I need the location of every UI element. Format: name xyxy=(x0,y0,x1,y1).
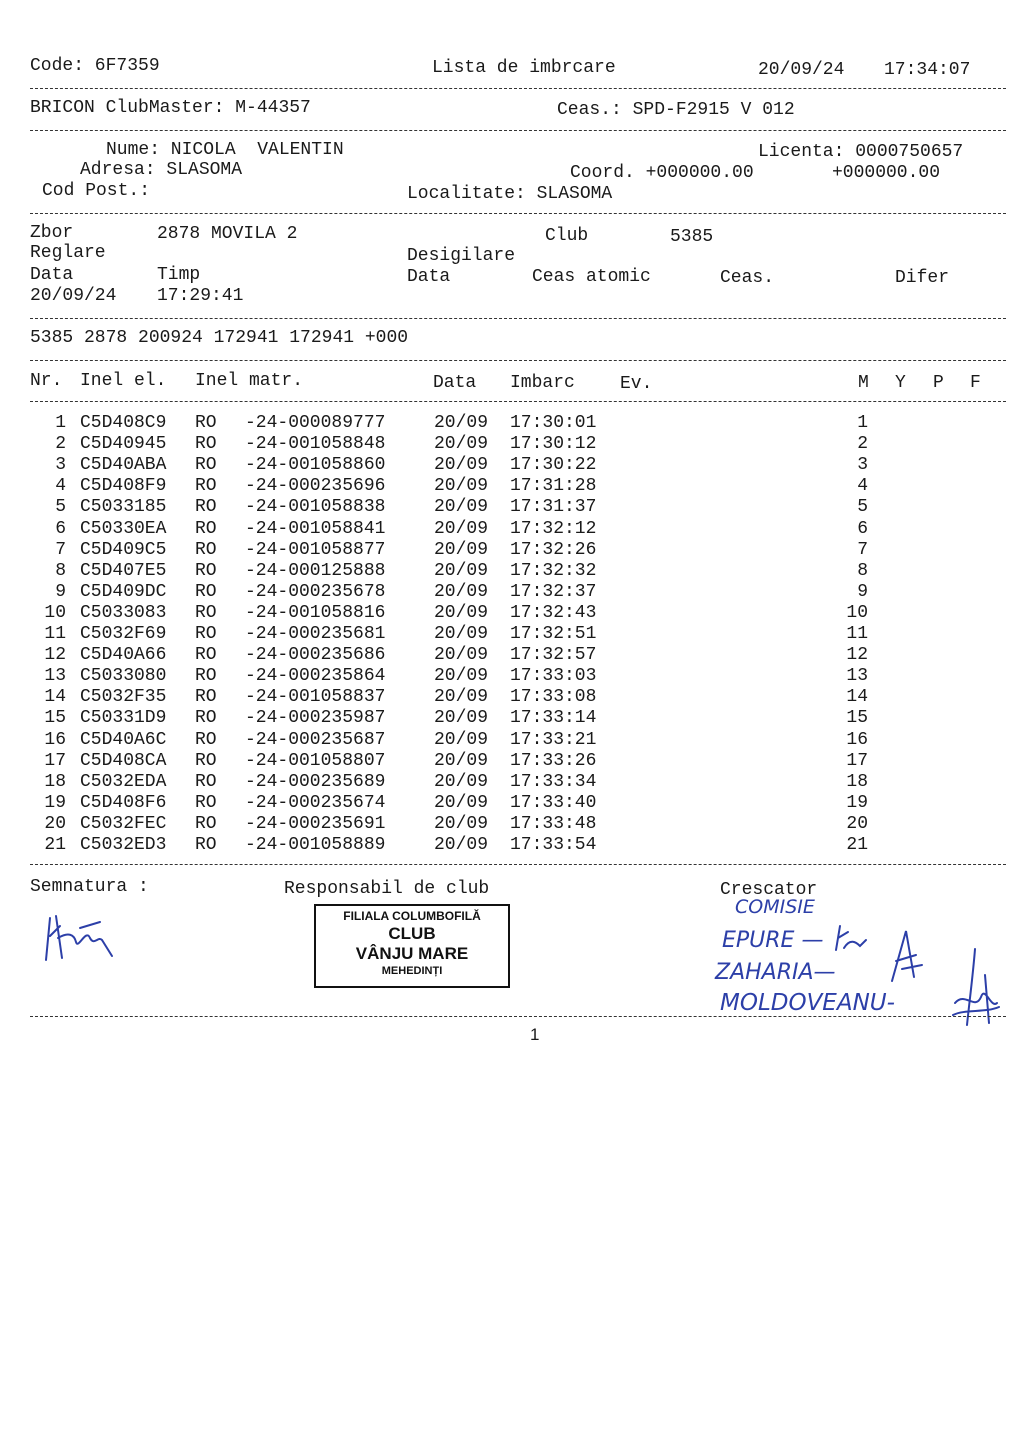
cell-country: RO xyxy=(195,602,217,623)
hand-moldoveanu: MOLDOVEANU- xyxy=(720,990,895,1016)
cell-m: 9 xyxy=(857,581,868,602)
cell-nr: 15 xyxy=(44,708,66,729)
cell-country: RO xyxy=(195,560,217,581)
cell-matr: -24-001058838 xyxy=(245,497,386,518)
cell-m: 14 xyxy=(846,687,868,708)
cell-nr: 12 xyxy=(44,645,66,666)
cell-m: 21 xyxy=(846,835,868,855)
cell-time: 17:32:57 xyxy=(510,645,597,666)
cell-matr: -24-000235687 xyxy=(245,729,386,750)
cell-nr: 10 xyxy=(44,602,66,623)
divider xyxy=(30,401,1006,402)
table-row xyxy=(0,540,1024,561)
cell-ring: C50331D9 xyxy=(80,708,167,729)
signature-epure-icon xyxy=(830,920,870,954)
cell-country: RO xyxy=(195,476,217,497)
cell-matr: -24-000235686 xyxy=(245,645,386,666)
cell-nr: 1 xyxy=(55,413,66,433)
col-inel-matr: Inel matr. xyxy=(195,371,304,391)
cell-ring: C5033080 xyxy=(80,666,167,687)
cell-matr: -24-001058837 xyxy=(245,687,386,708)
cell-country: RO xyxy=(195,792,217,813)
cell-matr: -24-001058848 xyxy=(245,434,386,455)
club-value: 5385 xyxy=(670,227,714,247)
cell-ring: C5032FEC xyxy=(80,813,167,834)
cell-m: 6 xyxy=(857,518,868,539)
cell-matr: -24-000235696 xyxy=(245,476,386,497)
cell-nr: 4 xyxy=(55,476,66,497)
stamp-line-3: VÂNJU MARE xyxy=(355,944,469,963)
stamp-line-2: CLUB xyxy=(388,924,436,943)
cell-m: 11 xyxy=(846,624,868,644)
col-y: Y xyxy=(895,373,906,393)
cell-country: RO xyxy=(195,750,217,771)
cell-country: RO xyxy=(195,729,217,750)
cell-ring: C5D408CA xyxy=(80,750,167,771)
cell-matr: -24-000235681 xyxy=(245,624,386,644)
table-row xyxy=(0,624,1024,645)
table-row xyxy=(0,793,1024,814)
cell-nr: 3 xyxy=(55,455,66,476)
cell-ring: C5D408F9 xyxy=(80,476,167,497)
clock-id: Ceas.: SPD-F2915 V 012 xyxy=(557,100,795,120)
cell-date: 20/09 xyxy=(434,413,489,433)
cell-date: 20/09 xyxy=(434,750,489,771)
col-f: F xyxy=(970,373,981,393)
cell-ring: C5032F69 xyxy=(80,624,167,644)
cell-date: 20/09 xyxy=(434,792,489,813)
cell-ring: C5D40A6C xyxy=(80,729,167,750)
hand-comisie: COMISIE xyxy=(735,896,815,918)
table-row xyxy=(0,814,1024,835)
cell-m: 1 xyxy=(857,413,868,433)
cell-date: 20/09 xyxy=(434,497,489,518)
cell-country: RO xyxy=(195,645,217,666)
semnatura-label: Semnatura : xyxy=(30,877,149,897)
cell-matr: -24-001058807 xyxy=(245,750,386,771)
cell-time: 17:32:32 xyxy=(510,560,597,581)
set-date: 20/09/24 xyxy=(30,286,117,306)
cell-m: 4 xyxy=(857,476,868,497)
table-row xyxy=(0,751,1024,772)
reglare-label: Reglare xyxy=(30,243,106,263)
cell-time: 17:32:26 xyxy=(510,539,597,560)
system-id: BRICON ClubMaster: M-44357 xyxy=(30,98,311,118)
cell-time: 17:32:37 xyxy=(510,581,597,602)
cell-ring: C5D409DC xyxy=(80,581,167,602)
crescator-label: Crescator xyxy=(720,880,818,900)
document-title: Lista de imbrcare xyxy=(432,58,616,78)
cell-time: 17:33:40 xyxy=(510,792,597,813)
cell-time: 17:32:51 xyxy=(510,624,597,644)
col-nr: Nr. xyxy=(30,371,63,391)
hand-zaharia: ZAHARIA— xyxy=(715,960,836,985)
cell-ring: C5032ED3 xyxy=(80,835,167,855)
hand-epure: EPURE — xyxy=(722,928,824,953)
stamp-line-1: FILIALA COLUMBOFILĂ xyxy=(343,909,481,923)
cell-ring: C5033185 xyxy=(80,497,167,518)
print-time: 17:34:07 xyxy=(884,60,971,80)
cell-m: 3 xyxy=(857,455,868,476)
cell-m: 2 xyxy=(857,434,868,455)
owner-postal: Cod Post.: xyxy=(42,181,151,201)
cell-nr: 18 xyxy=(44,771,66,792)
cell-ring: C5D408C9 xyxy=(80,413,167,433)
cell-time: 17:33:26 xyxy=(510,750,597,771)
cell-country: RO xyxy=(195,434,217,455)
signature-moldoveanu-icon xyxy=(945,945,1005,1030)
cell-country: RO xyxy=(195,455,217,476)
cell-nr: 17 xyxy=(44,750,66,771)
cell-m: 12 xyxy=(846,645,868,666)
divider xyxy=(30,130,1006,131)
club-label: Club xyxy=(545,226,589,246)
owner-license: Licenta: 0000750657 xyxy=(758,142,964,162)
cell-matr: -24-000235678 xyxy=(245,581,386,602)
cell-time: 17:33:08 xyxy=(510,687,597,708)
cell-country: RO xyxy=(195,771,217,792)
table-row xyxy=(0,708,1024,729)
divider xyxy=(30,88,1006,89)
table-row xyxy=(0,476,1024,497)
cell-time: 17:32:12 xyxy=(510,518,597,539)
cell-matr: -24-001058889 xyxy=(245,835,386,855)
cell-nr: 16 xyxy=(44,729,66,750)
signature-zaharia-icon xyxy=(882,925,932,985)
cell-date: 20/09 xyxy=(434,539,489,560)
desigilare-data-label: Data xyxy=(407,267,451,287)
cell-ring: C5033083 xyxy=(80,602,167,623)
owner-coord: Coord. +000000.00 xyxy=(570,163,754,183)
zbor-value: 2878 MOVILA 2 xyxy=(157,224,298,244)
owner-address: Adresa: SLASOMA xyxy=(80,160,243,180)
divider xyxy=(30,864,1006,865)
cell-matr: -24-000235691 xyxy=(245,813,386,834)
cell-matr: -24-000235864 xyxy=(245,666,386,687)
cell-matr: -24-000235987 xyxy=(245,708,386,729)
cell-ring: C5032F35 xyxy=(80,687,167,708)
cell-matr: -24-000235674 xyxy=(245,792,386,813)
cell-time: 17:33:34 xyxy=(510,771,597,792)
cell-date: 20/09 xyxy=(434,560,489,581)
table-row xyxy=(0,561,1024,582)
signature-icon xyxy=(40,908,120,968)
cell-date: 20/09 xyxy=(434,581,489,602)
cell-date: 20/09 xyxy=(434,771,489,792)
cell-date: 20/09 xyxy=(434,687,489,708)
page-number: 1 xyxy=(530,1025,540,1044)
cell-date: 20/09 xyxy=(434,666,489,687)
data-label: Data xyxy=(30,265,74,285)
table-row xyxy=(0,772,1024,793)
table-row xyxy=(0,413,1024,434)
cell-m: 15 xyxy=(846,708,868,729)
cell-nr: 8 xyxy=(55,560,66,581)
divider xyxy=(30,1016,1006,1017)
cell-country: RO xyxy=(195,518,217,539)
table-row xyxy=(0,835,1024,856)
cell-date: 20/09 xyxy=(434,645,489,666)
cell-ring: C5D409C5 xyxy=(80,539,167,560)
cell-date: 20/09 xyxy=(434,434,489,455)
cell-time: 17:33:03 xyxy=(510,666,597,687)
cell-ring: C5D407E5 xyxy=(80,560,167,581)
cell-country: RO xyxy=(195,708,217,729)
cell-time: 17:31:37 xyxy=(510,497,597,518)
cell-matr: -24-001058816 xyxy=(245,602,386,623)
cell-matr: -24-001058877 xyxy=(245,539,386,560)
owner-name: Nume: NICOLA VALENTIN xyxy=(106,140,344,160)
cell-m: 5 xyxy=(857,497,868,518)
cell-m: 19 xyxy=(846,792,868,813)
divider xyxy=(30,318,1006,319)
table-row xyxy=(0,455,1024,476)
owner-locality: Localitate: SLASOMA xyxy=(407,184,613,204)
cell-country: RO xyxy=(195,813,217,834)
ceas-atomic-label: Ceas atomic xyxy=(532,267,651,287)
cell-ring: C5D408F6 xyxy=(80,792,167,813)
cell-nr: 2 xyxy=(55,434,66,455)
cell-m: 8 xyxy=(857,560,868,581)
cell-nr: 7 xyxy=(55,539,66,560)
timp-label: Timp xyxy=(157,265,201,285)
cell-date: 20/09 xyxy=(434,455,489,476)
cell-ring: C50330EA xyxy=(80,518,167,539)
col-p: P xyxy=(933,373,944,393)
cell-nr: 19 xyxy=(44,792,66,813)
cell-country: RO xyxy=(195,413,217,433)
cell-m: 17 xyxy=(846,750,868,771)
cell-time: 17:30:22 xyxy=(510,455,597,476)
zbor-label: Zbor xyxy=(30,223,74,243)
cell-nr: 5 xyxy=(55,497,66,518)
cell-date: 20/09 xyxy=(434,813,489,834)
difer-label: Difer xyxy=(895,268,950,288)
table-row xyxy=(0,645,1024,666)
table-row xyxy=(0,519,1024,540)
table-row xyxy=(0,666,1024,687)
divider xyxy=(30,360,1006,361)
cell-time: 17:33:54 xyxy=(510,835,597,855)
cell-m: 18 xyxy=(846,771,868,792)
table-row xyxy=(0,497,1024,518)
table-row xyxy=(0,603,1024,624)
cell-nr: 14 xyxy=(44,687,66,708)
col-m: M xyxy=(858,373,869,393)
cell-m: 7 xyxy=(857,539,868,560)
cell-ring: C5032EDA xyxy=(80,771,167,792)
cell-matr: -24-000235689 xyxy=(245,771,386,792)
cell-country: RO xyxy=(195,581,217,602)
responsabil-label: Responsabil de club xyxy=(284,879,490,899)
cell-date: 20/09 xyxy=(434,835,489,855)
table-row xyxy=(0,687,1024,708)
cell-date: 20/09 xyxy=(434,476,489,497)
cell-matr: -24-001058860 xyxy=(245,455,386,476)
desigilare-label: Desigilare xyxy=(407,246,516,266)
cell-m: 20 xyxy=(846,813,868,834)
cell-time: 17:33:21 xyxy=(510,729,597,750)
cell-time: 17:32:43 xyxy=(510,602,597,623)
cell-country: RO xyxy=(195,835,217,855)
club-stamp xyxy=(314,904,510,988)
cell-country: RO xyxy=(195,624,217,644)
flight-summary: 5385 2878 200924 172941 172941 +000 xyxy=(30,328,409,348)
cell-date: 20/09 xyxy=(434,518,489,539)
table-row xyxy=(0,730,1024,751)
document-code: Code: 6F7359 xyxy=(30,56,160,76)
cell-country: RO xyxy=(195,666,217,687)
cell-matr: -24-000125888 xyxy=(245,560,386,581)
cell-time: 17:33:14 xyxy=(510,708,597,729)
cell-country: RO xyxy=(195,539,217,560)
col-ev: Ev. xyxy=(620,374,653,394)
stamp-line-4: MEHEDINȚI xyxy=(381,965,443,977)
col-imbarc: Imbarc xyxy=(510,373,575,393)
cell-nr: 13 xyxy=(44,666,66,687)
col-data: Data xyxy=(433,373,477,393)
divider xyxy=(30,213,1006,214)
cell-ring: C5D40ABA xyxy=(80,455,167,476)
cell-nr: 20 xyxy=(44,813,66,834)
print-date: 20/09/24 xyxy=(758,60,845,80)
cell-date: 20/09 xyxy=(434,602,489,623)
cell-country: RO xyxy=(195,497,217,518)
cell-nr: 9 xyxy=(55,581,66,602)
col-inel-el: Inel el. xyxy=(80,371,167,391)
cell-time: 17:30:12 xyxy=(510,434,597,455)
table-row xyxy=(0,434,1024,455)
cell-ring: C5D40A66 xyxy=(80,645,167,666)
cell-m: 10 xyxy=(846,602,868,623)
cell-country: RO xyxy=(195,687,217,708)
cell-date: 20/09 xyxy=(434,729,489,750)
set-time: 17:29:41 xyxy=(157,286,244,306)
cell-nr: 21 xyxy=(44,835,66,855)
cell-time: 17:33:48 xyxy=(510,813,597,834)
owner-coord-2: +000000.00 xyxy=(832,163,941,183)
cell-date: 20/09 xyxy=(434,708,489,729)
cell-nr: 6 xyxy=(55,518,66,539)
ceas-label: Ceas. xyxy=(720,268,775,288)
cell-matr: -24-000089777 xyxy=(245,413,386,433)
table-row xyxy=(0,582,1024,603)
cell-ring: C5D40945 xyxy=(80,434,167,455)
cell-nr: 11 xyxy=(44,624,66,644)
cell-m: 16 xyxy=(846,729,868,750)
cell-time: 17:30:01 xyxy=(510,413,597,433)
cell-date: 20/09 xyxy=(434,624,489,644)
cell-m: 13 xyxy=(846,666,868,687)
cell-matr: -24-001058841 xyxy=(245,518,386,539)
cell-time: 17:31:28 xyxy=(510,476,597,497)
